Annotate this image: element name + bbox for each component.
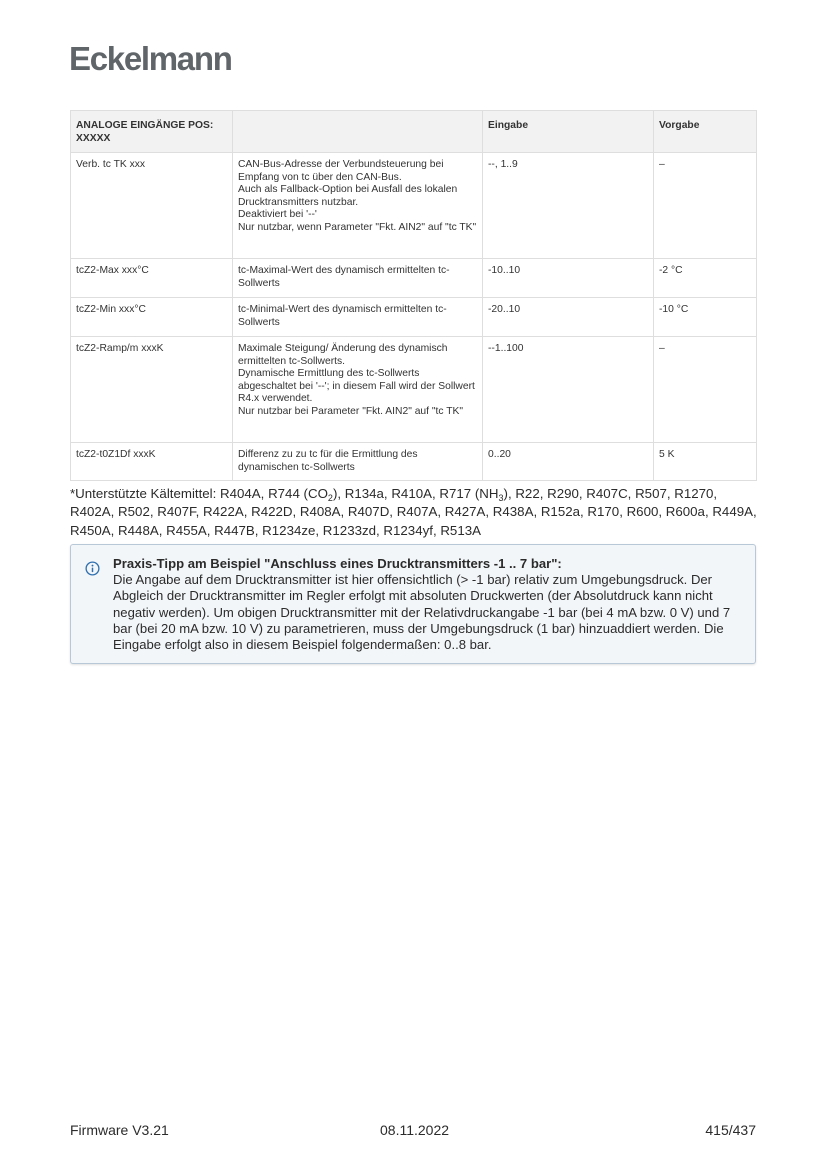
param-description: Maximale Steigung/ Änderung des dynamisch ermittelten tc-Sollwerts. Dynamische Ermittlung des tc-Sollwerts abgeschaltet bei '--'; in diesem Fall wird der Sollwert R4.x verwendet. Nur nutzbar bei Parameter "Fkt. AIN2" auf "tc TK"	[233, 337, 483, 443]
footer-date: 08.11.2022	[380, 1122, 450, 1138]
footer-page-number: 415/437	[705, 1122, 756, 1138]
param-default: –	[654, 153, 757, 259]
practice-tip-box	[70, 544, 756, 664]
column-header-analog-inputs: ANALOGE EINGÄNGE POS: XXXXX	[71, 111, 233, 153]
table-row	[71, 153, 757, 259]
param-default: -2 °C	[654, 259, 757, 298]
table-row	[71, 337, 757, 443]
table-row	[71, 259, 757, 298]
param-name: tcZ2-Min xxx°C	[71, 298, 233, 337]
param-default: -10 °C	[654, 298, 757, 337]
table-header-row	[71, 111, 757, 153]
param-name: tcZ2-Max xxx°C	[71, 259, 233, 298]
param-description: Differenz zu zu tc für die Ermittlung des dynamischen tc-Sollwerts	[233, 443, 483, 481]
column-header-eingabe: Eingabe	[483, 111, 654, 153]
param-description: CAN-Bus-Adresse der Verbundsteuerung bei Empfang von tc über den CAN-Bus. Auch als Fallback-Option bei Ausfall des lokalen Drucktransmitters nutzbar. Deaktiviert bei '--' Nur nutzbar, wenn Parameter "Fkt. AIN2" auf "tc TK"	[233, 153, 483, 259]
company-logo: Eckelmann	[69, 40, 232, 77]
parameter-table	[70, 110, 757, 481]
param-default: 5 K	[654, 443, 757, 481]
param-description: tc-Minimal-Wert des dynamisch ermittelten tc-Sollwerts	[233, 298, 483, 337]
param-description: tc-Maximal-Wert des dynamisch ermittelten tc-Sollwerts	[233, 259, 483, 298]
param-input-range: --1..100	[483, 337, 654, 443]
param-name: tcZ2-Ramp/m xxxK	[71, 337, 233, 443]
footer-firmware-version: Firmware V3.21	[70, 1122, 169, 1138]
param-input-range: --, 1..9	[483, 153, 654, 259]
supported-refrigerants-note: *Unterstützte Kältemittel: R404A, R744 $(CO_2)$, R134a, R410A, R717 $(NH_3)$, R22, R290, R407C, R507, R1270, R402A, R502, R407F, R422A, R422D, R408A, R407D, R407A, R427A, R438A, R152a, R170, R600, R600a, R449A, R450A, R448A, R455A, R447B, R1234ze, R1233zd, R1234yf, R513A	[70, 486, 757, 538]
param-name: Verb. tc TK xxx	[71, 153, 233, 259]
tip-title: Praxis-Tipp am Beispiel "Anschluss eines Drucktransmitters -1 .. 7 bar":	[113, 556, 562, 571]
column-header-description	[233, 111, 483, 153]
param-default: –	[654, 337, 757, 443]
table-row	[71, 298, 757, 337]
param-input-range: 0..20	[483, 443, 654, 481]
info-icon	[85, 561, 100, 576]
table-row	[71, 443, 757, 481]
param-input-range: -10..10	[483, 259, 654, 298]
param-input-range: -20..10	[483, 298, 654, 337]
column-header-vorgabe: Vorgabe	[654, 111, 757, 153]
tip-body: Die Angabe auf dem Drucktransmitter ist hier offensichtlich (> -1 bar) relativ zum Umgebungsdruck. Der Abgleich der Drucktransmitter im Regler erfolgt mit absoluten Druckwerten (der Absolutdruck kann nicht negativ werden). Um obigen Drucktransmitter mit der Relativdruckangabe -1 bar (bei 4 mA bzw. 0 V) und 7 bar (bei 20 mA bzw. 10 V) zu parametrieren, muss der Umgebungsdruck (1 bar) hinzuaddiert werden. Die Eingabe erfolgt also in diesem Beispiel folgendermaßen: 0..8 bar.	[113, 572, 731, 653]
param-name: tcZ2-t0Z1Df xxxK	[71, 443, 233, 481]
